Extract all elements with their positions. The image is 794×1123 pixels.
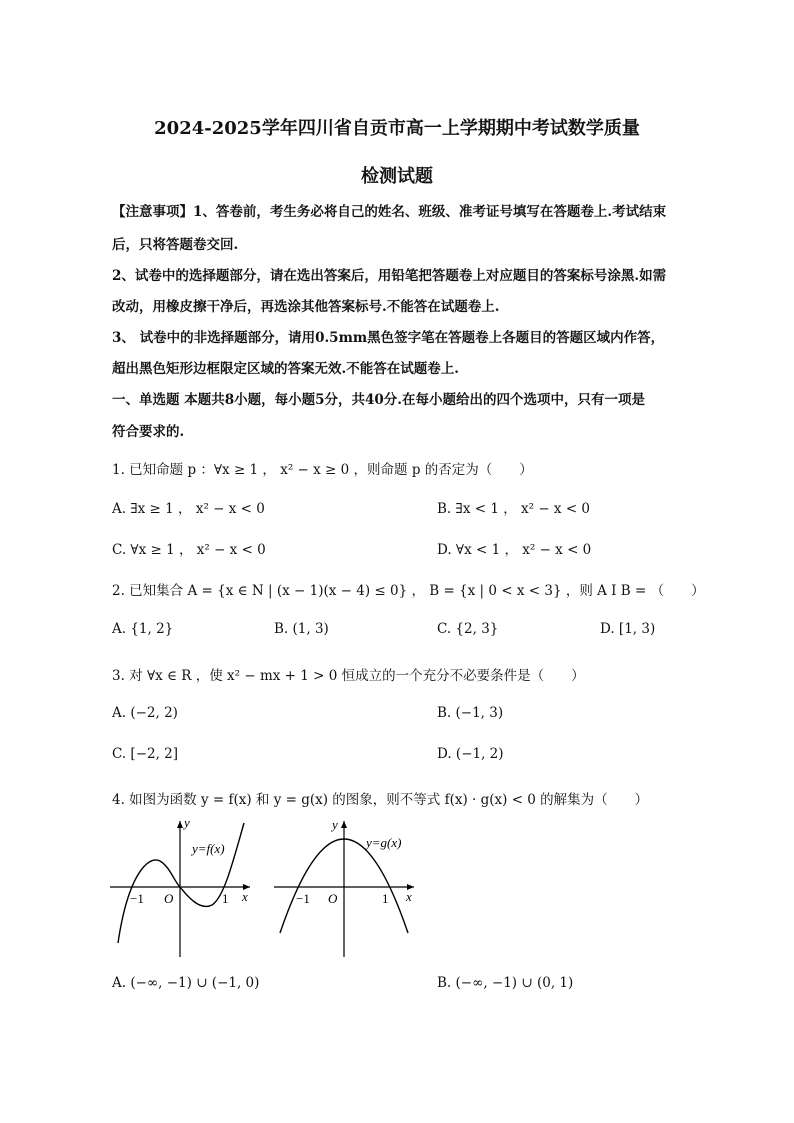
- section-1-line-1: 一、单选题 本题共8小题，每小题5分，共40分.在每小题给出的四个选项中，只有一项是: [112, 392, 645, 408]
- g-origin: O: [328, 891, 338, 906]
- g-y-label: y: [332, 817, 338, 832]
- f-curve-label: y=f(x): [192, 841, 225, 856]
- q2-option-a: A. {1, 2}: [112, 621, 174, 637]
- f-tick-neg1: −1: [130, 891, 144, 906]
- q1-option-a: A. ∃x ≥ 1 ， x² − x < 0: [112, 501, 265, 517]
- g-x-label: x: [406, 889, 412, 904]
- q4-option-a: A. (−∞, −1) ∪ (−1, 0): [112, 975, 260, 991]
- q2-option-c: C. {2, 3}: [437, 621, 499, 637]
- graph-g: [272, 815, 422, 965]
- g-tick-neg1: −1: [296, 891, 310, 906]
- q3-stem: 3. 对 ∀x ∈ R ，使 x² − mx + 1 > 0 恒成立的一个充分不必要条件是（ ）: [112, 668, 585, 684]
- f-x-label: x: [242, 889, 248, 904]
- notice-line-1: 【注意事项】1、答卷前，考生务必将自己的姓名、班级、准考证号填写在答题卷上.考试结束: [112, 204, 667, 220]
- q3-option-b: B. (−1, 3): [437, 705, 504, 721]
- g-curve-label: y=g(x): [366, 835, 402, 850]
- q1-stem: 1. 已知命题 p ：∀x ≥ 1 ， x² − x ≥ 0 ，则命题 p 的否定为（ ）: [112, 462, 533, 478]
- q2-option-b: B. (1, 3): [274, 621, 329, 637]
- notice-line-3: 2、试卷中的选择题部分，请在选出答案后，用铅笔把答题卷上对应题目的答案标号涂黑.如需: [112, 268, 667, 284]
- q2-option-d: D. [1, 3): [600, 621, 656, 637]
- q3-option-d: D. (−1, 2): [437, 746, 504, 762]
- title-line-1: 2024-2025学年四川省自贡市高一上学期期中考试数学质量: [154, 118, 640, 139]
- graph-f: [108, 815, 258, 965]
- g-tick-1: 1: [382, 891, 389, 906]
- notice-line-5: 3、 试卷中的非选择题部分，请用0.5mm黑色签字笔在答题卷上各题目的答题区域内作答，: [112, 330, 665, 346]
- f-tick-1: 1: [222, 891, 229, 906]
- f-origin: O: [164, 891, 174, 906]
- title-line-2: 检测试题: [361, 166, 433, 187]
- q4-option-b: B. (−∞, −1) ∪ (0, 1): [437, 975, 574, 991]
- notice-line-6: 超出黑色矩形边框限定区域的答案无效.不能答在试题卷上.: [112, 361, 459, 377]
- q2-stem: 2. 已知集合 A = {x ∈ N | (x − 1)(x − 4) ≤ 0} ， B = {x | 0 < x < 3} ，则 A I B = （ ）: [112, 583, 705, 599]
- q1-option-c: C. ∀x ≥ 1 ， x² − x < 0: [112, 542, 266, 558]
- q3-option-a: A. (−2, 2): [112, 705, 178, 721]
- q1-option-b: B. ∃x < 1 ， x² − x < 0: [437, 501, 591, 517]
- f-y-label: y: [184, 815, 190, 830]
- section-1-line-2: 符合要求的.: [112, 424, 185, 440]
- g-y-arrow: [341, 821, 347, 828]
- notice-line-4: 改动，用橡皮擦干净后，再选涂其他答案标号.不能答在试题卷上.: [112, 299, 500, 315]
- f-y-arrow: [177, 821, 183, 828]
- q4-stem: 4. 如图为函数 y = f(x) 和 y = g(x) 的图象，则不等式 f(x) · g(x) < 0 的解集为（ ）: [112, 792, 649, 808]
- f-curve: [118, 823, 244, 943]
- q3-option-c: C. [−2, 2]: [112, 746, 179, 762]
- notice-line-2: 后，只将答题卷交回.: [112, 237, 239, 253]
- q1-option-d: D. ∀x < 1 ， x² − x < 0: [437, 542, 592, 558]
